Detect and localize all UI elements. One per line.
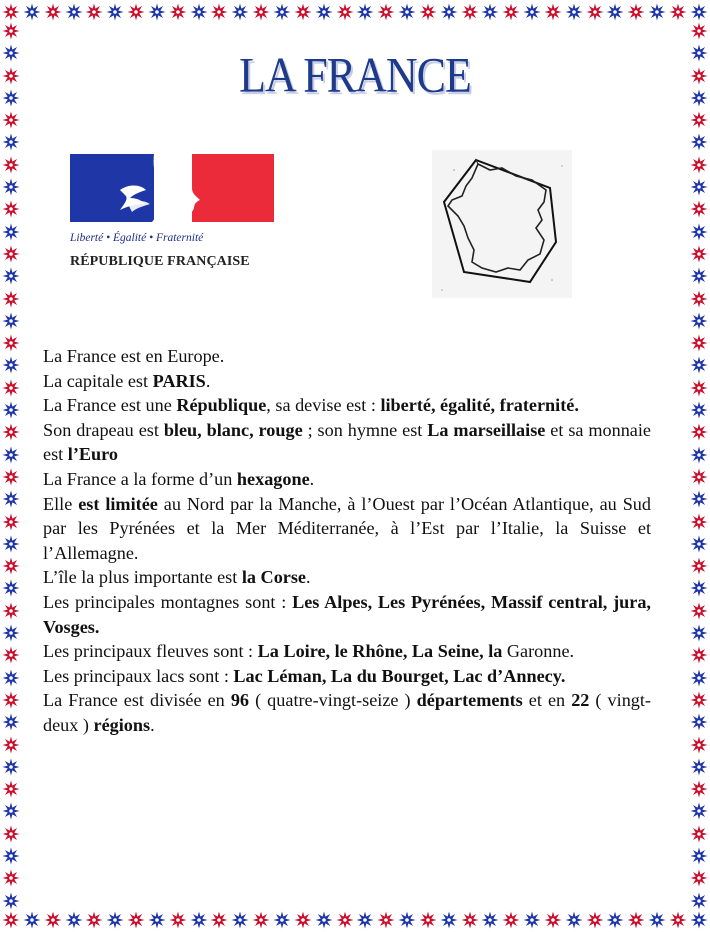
text-run: L’île la plus importante est (43, 567, 242, 588)
bold-text: régions (93, 714, 151, 735)
star-icon (544, 3, 562, 21)
star-icon (169, 3, 187, 21)
text-run: au Nord par la Manche, à l’Ouest par l’Océan Atlantique, au Sud par les Pyrénées et la Mer Méditerranée, à l’Est par l’Italie, la Suisse et l’Allemagne. (43, 493, 651, 563)
star-icon (252, 3, 270, 21)
text-run: Les principales montagnes sont : (43, 591, 293, 612)
star-icon (690, 245, 708, 263)
star-icon (502, 911, 520, 929)
text-run: La France a la forme d’un (43, 468, 237, 489)
star-icon (2, 423, 20, 441)
star-icon (690, 602, 708, 620)
text-run: La France est divisée en (43, 690, 231, 711)
star-icon (2, 245, 20, 263)
bold-text: la Corse (241, 567, 307, 588)
star-icon (419, 911, 437, 929)
star-icon (65, 911, 83, 929)
star-icon (481, 3, 499, 21)
star-icon (2, 892, 20, 910)
text-run: ( vingt-deux ) (43, 690, 651, 735)
star-icon (2, 579, 20, 597)
star-icon (481, 911, 499, 929)
star-icon (2, 3, 20, 21)
star-icon (2, 691, 20, 709)
star-icon (273, 3, 291, 21)
text-run: Les principaux fleuves sont : (43, 641, 258, 662)
paragraph (43, 664, 651, 689)
star-icon (2, 780, 20, 798)
france-hexagon-map-icon (432, 150, 572, 298)
bold-text: République (176, 395, 267, 416)
star-icon (2, 758, 20, 776)
star-icon (2, 646, 20, 664)
star-icon (690, 557, 708, 575)
star-icon (2, 847, 20, 865)
star-icon (2, 334, 20, 352)
star-icon (690, 356, 708, 374)
star-icon (2, 825, 20, 843)
text-run: Garonne. (502, 641, 575, 662)
star-icon (190, 911, 208, 929)
paragraph (43, 639, 651, 664)
star-icon (127, 911, 145, 929)
star-icon (356, 911, 374, 929)
star-icon (2, 713, 20, 731)
text-run: . (205, 370, 211, 391)
star-icon (377, 911, 395, 929)
border-right (688, 22, 710, 910)
star-icon (336, 3, 354, 21)
paragraph (43, 565, 651, 590)
text-run: Son drapeau est (43, 419, 164, 440)
star-icon (669, 3, 687, 21)
star-icon (690, 379, 708, 397)
bold-text: l’Euro (67, 444, 118, 465)
bold-text: bleu, blanc, rouge (163, 419, 303, 440)
star-icon (690, 736, 708, 754)
star-icon (690, 3, 708, 21)
star-icon (440, 3, 458, 21)
border-top (0, 0, 710, 24)
star-icon (690, 267, 708, 285)
star-icon (2, 535, 20, 553)
star-icon (690, 133, 708, 151)
star-icon (2, 267, 20, 285)
text-run: . (309, 468, 315, 489)
bold-text: La marseillaise (427, 419, 546, 440)
star-icon (127, 3, 145, 21)
bold-text: 22 (571, 690, 590, 711)
star-icon (2, 223, 20, 241)
star-icon (690, 579, 708, 597)
star-icon (210, 911, 228, 929)
star-icon (2, 490, 20, 508)
motto-text: Liberté • Égalité • Fraternité (70, 232, 204, 244)
paragraph (43, 344, 651, 369)
text-run: et en (522, 690, 572, 711)
star-icon (2, 869, 20, 887)
text-run: . (150, 714, 155, 735)
star-icon (690, 535, 708, 553)
text-run: Les principaux lacs sont : (43, 665, 234, 686)
star-icon (85, 3, 103, 21)
star-icon (690, 892, 708, 910)
bold-text: PARIS (152, 370, 206, 391)
star-icon (273, 911, 291, 929)
star-icon (106, 3, 124, 21)
star-icon (2, 468, 20, 486)
star-icon (2, 513, 20, 531)
star-icon (2, 736, 20, 754)
star-icon (690, 22, 708, 40)
paragraph (43, 369, 651, 394)
page-title: LA FRANCE (239, 48, 471, 103)
star-icon (2, 802, 20, 820)
star-icon (356, 3, 374, 21)
bold-text: hexagone (236, 468, 310, 489)
bold-text: La Loire, le Rhône, La Seine, la (257, 641, 503, 662)
star-icon (148, 3, 166, 21)
text-run: . (306, 567, 311, 588)
bold-text: Les Alpes, Les Pyrénées, Massif central, jura, Vosges. (43, 591, 651, 637)
star-icon (231, 3, 249, 21)
star-icon (440, 911, 458, 929)
star-icon (252, 911, 270, 929)
star-icon (148, 911, 166, 929)
bold-text: 96 (230, 690, 250, 711)
paragraph (43, 492, 651, 566)
star-icon (294, 911, 312, 929)
star-icon (2, 379, 20, 397)
document-body (43, 344, 651, 738)
star-icon (231, 911, 249, 929)
paragraph (43, 688, 651, 737)
star-icon (690, 423, 708, 441)
star-icon (627, 3, 645, 21)
star-icon (690, 513, 708, 531)
star-icon (690, 178, 708, 196)
star-icon (606, 3, 624, 21)
star-icon (315, 911, 333, 929)
text-run: La France est une (43, 395, 177, 416)
star-icon (565, 3, 583, 21)
star-icon (65, 3, 83, 21)
star-icon (2, 111, 20, 129)
star-icon (627, 911, 645, 929)
star-icon (690, 713, 708, 731)
star-icon (690, 847, 708, 865)
star-icon (2, 911, 20, 929)
star-icon (23, 3, 41, 21)
star-icon (210, 3, 228, 21)
paragraph (43, 467, 651, 492)
star-icon (690, 156, 708, 174)
star-icon (190, 3, 208, 21)
bold-text: liberté, égalité, fraternité. (380, 395, 579, 416)
star-icon (606, 911, 624, 929)
star-icon (690, 290, 708, 308)
star-icon (669, 911, 687, 929)
star-icon (2, 200, 20, 218)
star-icon (44, 911, 62, 929)
republique-francaise-logo (70, 154, 276, 276)
star-icon (523, 911, 541, 929)
star-icon (690, 802, 708, 820)
star-icon (419, 3, 437, 21)
star-icon (690, 223, 708, 241)
star-icon (377, 3, 395, 21)
republic-label: RÉPUBLIQUE FRANÇAISE (70, 254, 250, 269)
star-icon (690, 669, 708, 687)
star-icon (690, 646, 708, 664)
star-icon (690, 111, 708, 129)
bold-text: est limitée (78, 493, 158, 514)
star-icon (336, 911, 354, 929)
star-icon (690, 446, 708, 464)
star-icon (461, 3, 479, 21)
text-run: et sa monnaie est (43, 419, 652, 465)
star-icon (690, 490, 708, 508)
star-icon (169, 911, 187, 929)
star-icon (2, 156, 20, 174)
star-icon (690, 911, 708, 929)
text-run: ; son hymne est (302, 419, 428, 440)
star-icon (23, 911, 41, 929)
star-icon (2, 133, 20, 151)
star-icon (398, 911, 416, 929)
text-run: La capitale est (43, 370, 153, 391)
text-run: ( quatre-vingt-seize ) (249, 690, 417, 711)
text-run: La France est en Europe. (43, 346, 225, 366)
star-icon (294, 3, 312, 21)
star-icon (690, 869, 708, 887)
star-icon (2, 401, 20, 419)
star-icon (565, 911, 583, 929)
star-icon (690, 401, 708, 419)
star-icon (2, 446, 20, 464)
paragraph (43, 418, 651, 467)
star-icon (461, 911, 479, 929)
star-icon (2, 22, 20, 40)
star-icon (2, 312, 20, 330)
star-icon (690, 780, 708, 798)
star-icon (106, 911, 124, 929)
paragraph (43, 393, 651, 418)
border-bottom (0, 908, 710, 932)
star-icon (2, 557, 20, 575)
star-icon (2, 178, 20, 196)
star-icon (648, 3, 666, 21)
text-run: , sa devise est : (266, 395, 381, 416)
star-icon (44, 3, 62, 21)
star-icon (690, 334, 708, 352)
star-icon (85, 911, 103, 929)
star-icon (586, 3, 604, 21)
star-icon (690, 200, 708, 218)
text-run: Elle (43, 493, 79, 514)
star-icon (315, 3, 333, 21)
star-icon (2, 602, 20, 620)
star-icon (690, 468, 708, 486)
bold-text: Lac Léman, La du Bourget, Lac d’Annecy. (233, 665, 566, 686)
star-icon (586, 911, 604, 929)
star-icon (398, 3, 416, 21)
star-icon (2, 290, 20, 308)
star-icon (2, 356, 20, 374)
bold-text: départements (416, 690, 523, 711)
star-icon (2, 669, 20, 687)
star-icon (690, 312, 708, 330)
star-icon (690, 758, 708, 776)
star-icon (544, 911, 562, 929)
star-icon (690, 624, 708, 642)
star-icon (690, 825, 708, 843)
star-icon (523, 3, 541, 21)
star-icon (690, 691, 708, 709)
paragraph (43, 590, 651, 639)
border-left (0, 22, 22, 910)
star-icon (648, 911, 666, 929)
star-icon (2, 624, 20, 642)
marianne-icon (106, 154, 216, 222)
star-icon (502, 3, 520, 21)
